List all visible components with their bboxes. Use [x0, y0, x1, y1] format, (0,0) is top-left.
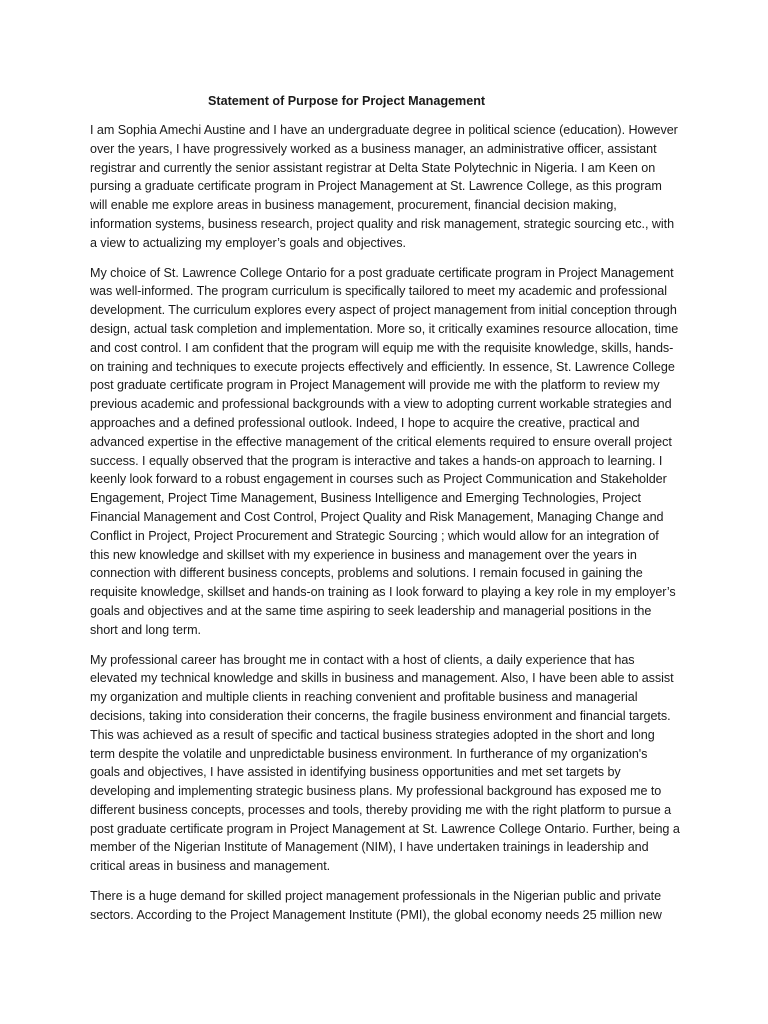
- paragraph-4: There is a huge demand for skilled project management professionals in the Nigerian public and private sectors. According to the Project Management Institute (PMI), the global economy needs 25 million new: [90, 889, 662, 922]
- paragraph-2: My choice of St. Lawrence College Ontario for a post graduate certificate program in Project Management was well-informed. The program curriculum is specifically tailored to meet my academic and professional development. The curriculum explores every aspect of project management from initial conception through design, actual task completion and implementation. More so, it critically examines resource allocation, time and cost control. I am confident that the program will equip me with the requisite knowledge, skills, hands-on training and techniques to execute projects effectively and efficiently. In essence, St. Lawrence College post graduate certificate program in Project Management will provide me with the platform to review my previous academic and professional backgrounds with a view to adopting current workable strategies and approaches and a defined professional outlook. Indeed, I hope to acquire the creative, practical and advanced expertise in the effective management of the critical elements required to ensure overall project success. I equally observed that the program is interactive and takes a hands-on approach to learning. I keenly look forward to a robust engagement in courses such as Project Communication and Stakeholder Engagement, Project Time Management, Business Intelligence and Emerging Technologies, Project Financial Management and Cost Control, Project Quality and Risk Management, Managing Change and Conflict in Project, Project Procurement and Strategic Sourcing ; which would allow for an integration of this new knowledge and skillset with my experience in business and management over the years in connection with different business concepts, problems and solutions. I remain focused in gaining the requisite knowledge, skillset and hands-on training as I look forward to playing a key role in my employer’s goals and objectives and at the same time aspiring to seek leadership and managerial positions in the short and long term.: [90, 265, 679, 637]
- document-page: [90, 93, 680, 936]
- paragraph-3: My professional career has brought me in contact with a host of clients, a daily experience that has elevated my technical knowledge and skills in business and management. Also, I have been able to assist my organization and multiple clients in reaching convenient and profitable business and managerial decisions, taking into consideration their concerns, the fragile business environment and financial targets. This was achieved as a result of specific and tactical business strategies adopted in the short and long term despite the volatile and unpredictable business environment. In furtherance of my organization's goals and objectives, I have assisted in identifying business opportunities and met set targets by developing and implementing strategic business plans. My professional background has exposed me to different business concepts, processes and tools, thereby providing me with the right platform to pursue a post graduate certificate program in Project Management at St. Lawrence College Ontario. Further, being a member of the Nigerian Institute of Management (NIM), I have undertaken trainings in leadership and critical areas in business and management.: [90, 652, 680, 874]
- document-title: Statement of Purpose for Project Management: [208, 94, 486, 108]
- paragraph-1: I am Sophia Amechi Austine and I have an undergraduate degree in political science (education). However over the years, I have progressively worked as a business manager, an administrative officer, assistant registrar and currently the senior assistant registrar at Delta State Polytechnic in Nigeria. I am Keen on pursing a graduate certificate program in Project Management at St. Lawrence College, as this program will enable me explore areas in business management, procurement, financial decision making, information systems, business research, project quality and risk management, strategic sourcing etc., with a view to actualizing my employer’s goals and objectives.: [90, 123, 678, 250]
